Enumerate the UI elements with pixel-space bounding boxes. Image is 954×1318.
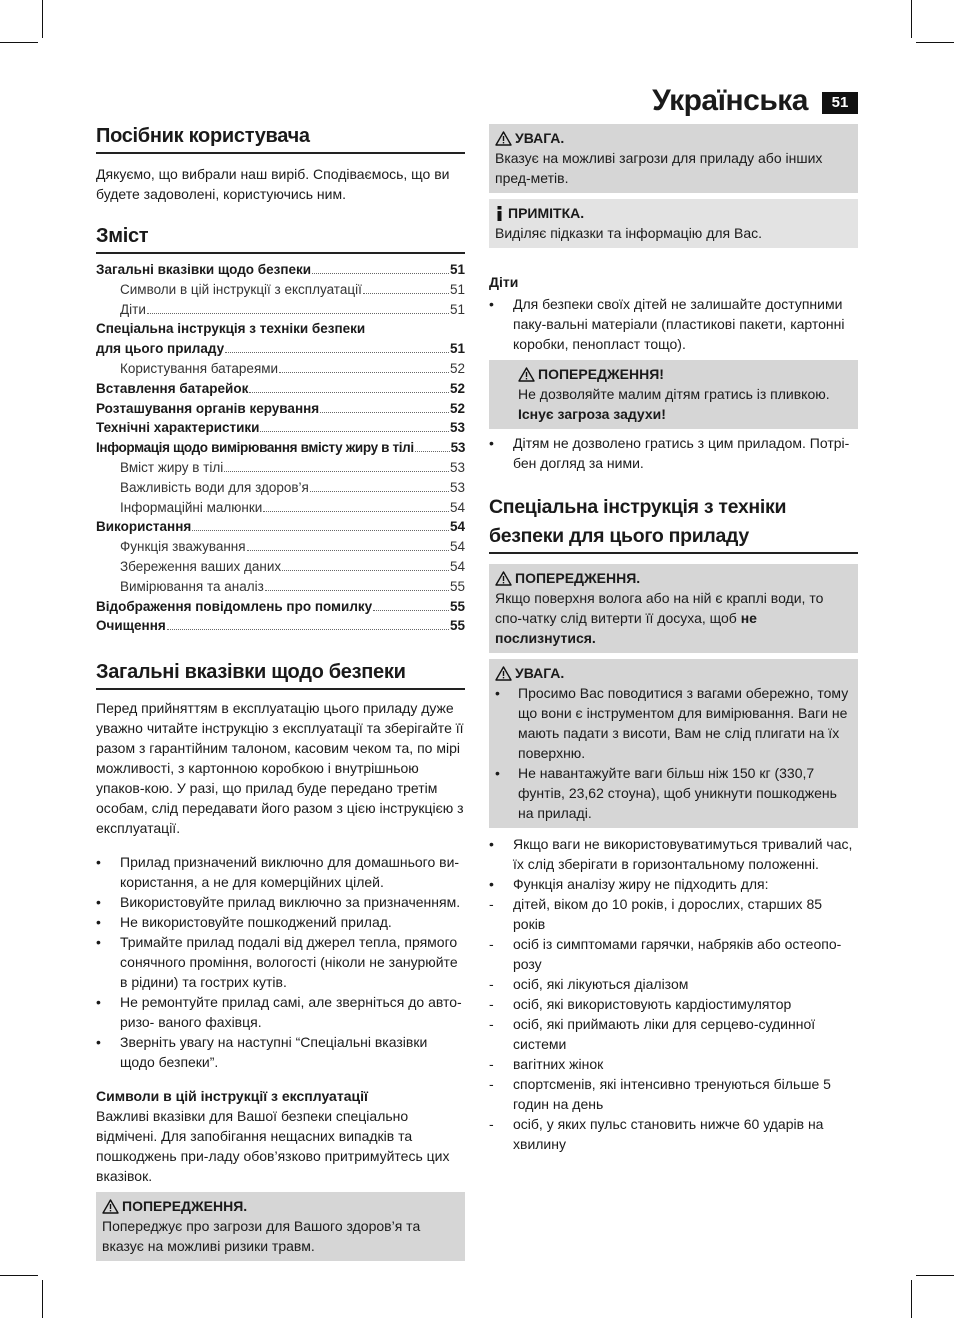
warning-text: Якщо поверхня волога або на ній є краплі води, то спо-чатку слід витерти її досуха, щоб не послизнутися. (495, 590, 824, 646)
list-item: - осіб із симптомами гарячки, набряків або остеопо-розу (489, 934, 858, 974)
page-number-badge: 51 (822, 92, 858, 114)
warning-box (96, 1192, 465, 1261)
list-item: • Дітям не дозволено гратись з цим приладом. Потрі-бен догляд за ними. (489, 433, 858, 473)
list-item: • Використовуйте прилад виключно за призначенням. (96, 892, 465, 912)
toc-entry[interactable]: Функція зважування 54 (120, 539, 465, 555)
warning-triangle-icon (518, 367, 535, 382)
warning-triangle-icon (495, 666, 512, 681)
toc-entry[interactable]: Збереження ваших даних 54 (120, 558, 465, 574)
caution-label: УВАГА. (515, 665, 565, 681)
list-item: • Не навантажуйте ваги більш ніж 150 кг (330,7 фунтів, 23,62 стоуна), щоб уникнути пошкоджень на приладі. (495, 763, 852, 823)
list-item: - осіб, у яких пульс становить нижче 60 ударів на хвилину (489, 1114, 858, 1154)
list-item: • Прилад призначений виключно для домашнього ви-користання, а не для комерційних цілей. (96, 852, 465, 892)
toc-entry[interactable]: Очищення 55 (96, 618, 465, 634)
list-item: - осіб, які приймають ліки для серцево-судинної системи (489, 1014, 858, 1054)
crop-mark (0, 42, 38, 43)
warning-text: Попереджує про загрози для Вашого здоров’я та вказує на можливі ризики травм. (102, 1218, 421, 1255)
caution-list (495, 683, 852, 823)
caution-label: УВАГА. (515, 130, 565, 146)
list-item: - дітей, віком до 10 років, і дорослих, старших 85 років (489, 894, 858, 934)
toc-entry[interactable]: Вимірювання та аналіз 55 (120, 578, 465, 594)
info-icon (495, 206, 504, 221)
warning-triangle-icon (495, 571, 512, 586)
list-item: • Функція аналізу жиру не підходить для: - дітей, віком до 10 років, і дорослих, старших 85 років - осіб із симптомами гарячки, набряків або остеопо-розу - осіб, які лікуються діалізом - осіб, які використовують кардіостимулятор - осіб, які приймають ліки для серцево-судинної системи - вагітних жінок - спортсменів, які інтенсивно тренуються більше 5 годин на день - осіб, у яких пульс становить нижче 60 ударів на хвилину (489, 874, 858, 1154)
general-safety-heading: Загальні вказівки щодо безпеки (96, 658, 465, 690)
warning-label: ПОПЕРЕДЖЕННЯ! (538, 366, 664, 382)
list-item: • Не використовуйте пошкоджений прилад. (96, 912, 465, 932)
crop-mark (916, 1275, 954, 1276)
children-warning-box (489, 360, 858, 429)
children-list-2 (489, 433, 858, 473)
toc-entry[interactable]: Вміст жиру в тілі 53 (120, 459, 465, 475)
list-item: • Зверніть увагу на наступні “Спеціальні вказівки щодо безпеки”. (96, 1032, 465, 1072)
warning-triangle-icon (102, 1199, 119, 1214)
general-safety-text: Перед прийняттям в експлуатацію цього приладу дуже уважно читайте інструкцію з експлуатації та зберігайте її разом з гарантійним талоном, касовим чеком та, по мірі можливості, з картонною коробкою і внутрішньою упаков-кою. У разі, що прилад буде передано третім особам, слід передавати його разом з цією інструкцією з експлуатації. (96, 700, 464, 837)
special-warning-box (489, 564, 858, 653)
user-guide-heading: Посібник користувача (96, 122, 465, 154)
children-subheading: Діти (489, 274, 519, 290)
list-item: • Просимо Вас поводитися з вагами обережно, тому що вони є інструментом для вимірювання. Ваги не мають падати з висоти, Вам не слід плигати на їх поверхню. (495, 683, 852, 763)
crop-mark (42, 1280, 43, 1318)
toc-entry[interactable]: Важливість води для здоров’я 53 (120, 479, 465, 495)
toc-entry[interactable]: Використання 54 (96, 519, 465, 535)
table-of-contents (96, 260, 465, 636)
toc-entry[interactable]: Відображення повідомлень про помилку 55 (96, 598, 465, 614)
note-box (489, 199, 858, 248)
toc-entry[interactable]: Інформація щодо вимірювання вмісту жиру в тілі 53 (96, 440, 465, 456)
list-item: • Не ремонтуйте прилад самі, але зверніться до авто-ризо- ваного фахівця. (96, 992, 465, 1032)
list-item: • Для безпеки своїх дітей не залишайте доступними паку-вальні матеріали (пластикові пакети, картонні коробки, пенопласт тощо). (489, 294, 858, 354)
toc-entry[interactable]: Розташування органів керування 52 (96, 400, 465, 416)
caution-box (489, 124, 858, 193)
crop-mark (0, 1275, 38, 1276)
note-label: ПРИМІТКА. (508, 205, 585, 221)
toc-heading: Зміст (96, 222, 465, 254)
toc-entry[interactable]: для цього приладу 51 (96, 341, 465, 357)
crop-mark (911, 0, 912, 38)
symbols-subheading: Символи в цій інструкції з експлуатації (96, 1088, 368, 1105)
list-item: - осіб, які використовують кардіостимулятор (489, 994, 858, 1014)
toc-entry[interactable]: Технічні характеристики 53 (96, 420, 465, 436)
warning-emphasis: Існує загроза задухи! (518, 406, 666, 422)
list-item: • Якщо ваги не використовуватимуться тривалий час, їх слід зберігати в горизонтальному положенні. (489, 834, 858, 874)
special-caution-box (489, 659, 858, 828)
language-title: Українська (652, 84, 808, 117)
toc-entry[interactable]: Користування батареями 52 (120, 360, 465, 376)
fat-analysis-exclusions (489, 894, 858, 1154)
right-column (489, 124, 858, 1154)
warning-triangle-icon (495, 131, 512, 146)
crop-mark (42, 0, 43, 38)
warning-label: ПОПЕРЕДЖЕННЯ. (515, 570, 641, 586)
toc-entry[interactable]: Вставлення батарейок 52 (96, 380, 465, 396)
list-item: • Тримайте прилад подалі від джерел тепла, прямого сонячного проміння, вологості (ніколи не занурюйте в рідини) та гострих кутів. (96, 932, 465, 992)
special-safety-heading: Спеціальна інструкція з техніки безпеки для цього приладу (489, 493, 858, 554)
intro-text: Дякуємо, що вибрали наш виріб. Сподіваємось, що ви будете задоволені, користуючись ним. (96, 166, 450, 202)
symbols-text: Важливі вказівки для Вашої безпеки спеціально відмічені. Для запобігання нещасних випадків та пошкоджень при-ладу обов’язково притримуйтесь цих вказівок. (96, 1108, 450, 1185)
warning-label: ПОПЕРЕДЖЕННЯ. (122, 1198, 248, 1215)
crop-mark (911, 1280, 912, 1318)
toc-entry[interactable]: Діти 51 (120, 301, 465, 317)
list-item: - осіб, які лікуються діалізом (489, 974, 858, 994)
list-item: - вагітних жінок (489, 1054, 858, 1074)
caution-text: Вказує на можливі загрози для приладу або інших пред-метів. (495, 150, 823, 186)
toc-entry[interactable]: Загальні вказівки щодо безпеки 51 (96, 262, 465, 277)
note-text: Виділяє підказки та інформацію для Вас. (495, 225, 763, 241)
crop-mark (916, 42, 954, 43)
general-safety-list (96, 852, 465, 1072)
left-column (96, 122, 465, 1261)
toc-entry[interactable]: Інформаційні малюнки 54 (120, 499, 465, 515)
toc-entry[interactable]: Спеціальна інструкція з техніки безпеки (96, 321, 366, 337)
special-safety-list (489, 834, 858, 1154)
warning-emphasis: не послизнутися. (495, 610, 757, 646)
warning-text: Не дозволяйте малим дітям гратись із пливкою. (518, 386, 830, 402)
list-item: - спортсменів, які інтенсивно тренуються більше 5 годин на день (489, 1074, 858, 1114)
children-list (489, 294, 858, 354)
toc-entry[interactable]: Символи в цій інструкції з експлуатації 51 (120, 281, 465, 297)
